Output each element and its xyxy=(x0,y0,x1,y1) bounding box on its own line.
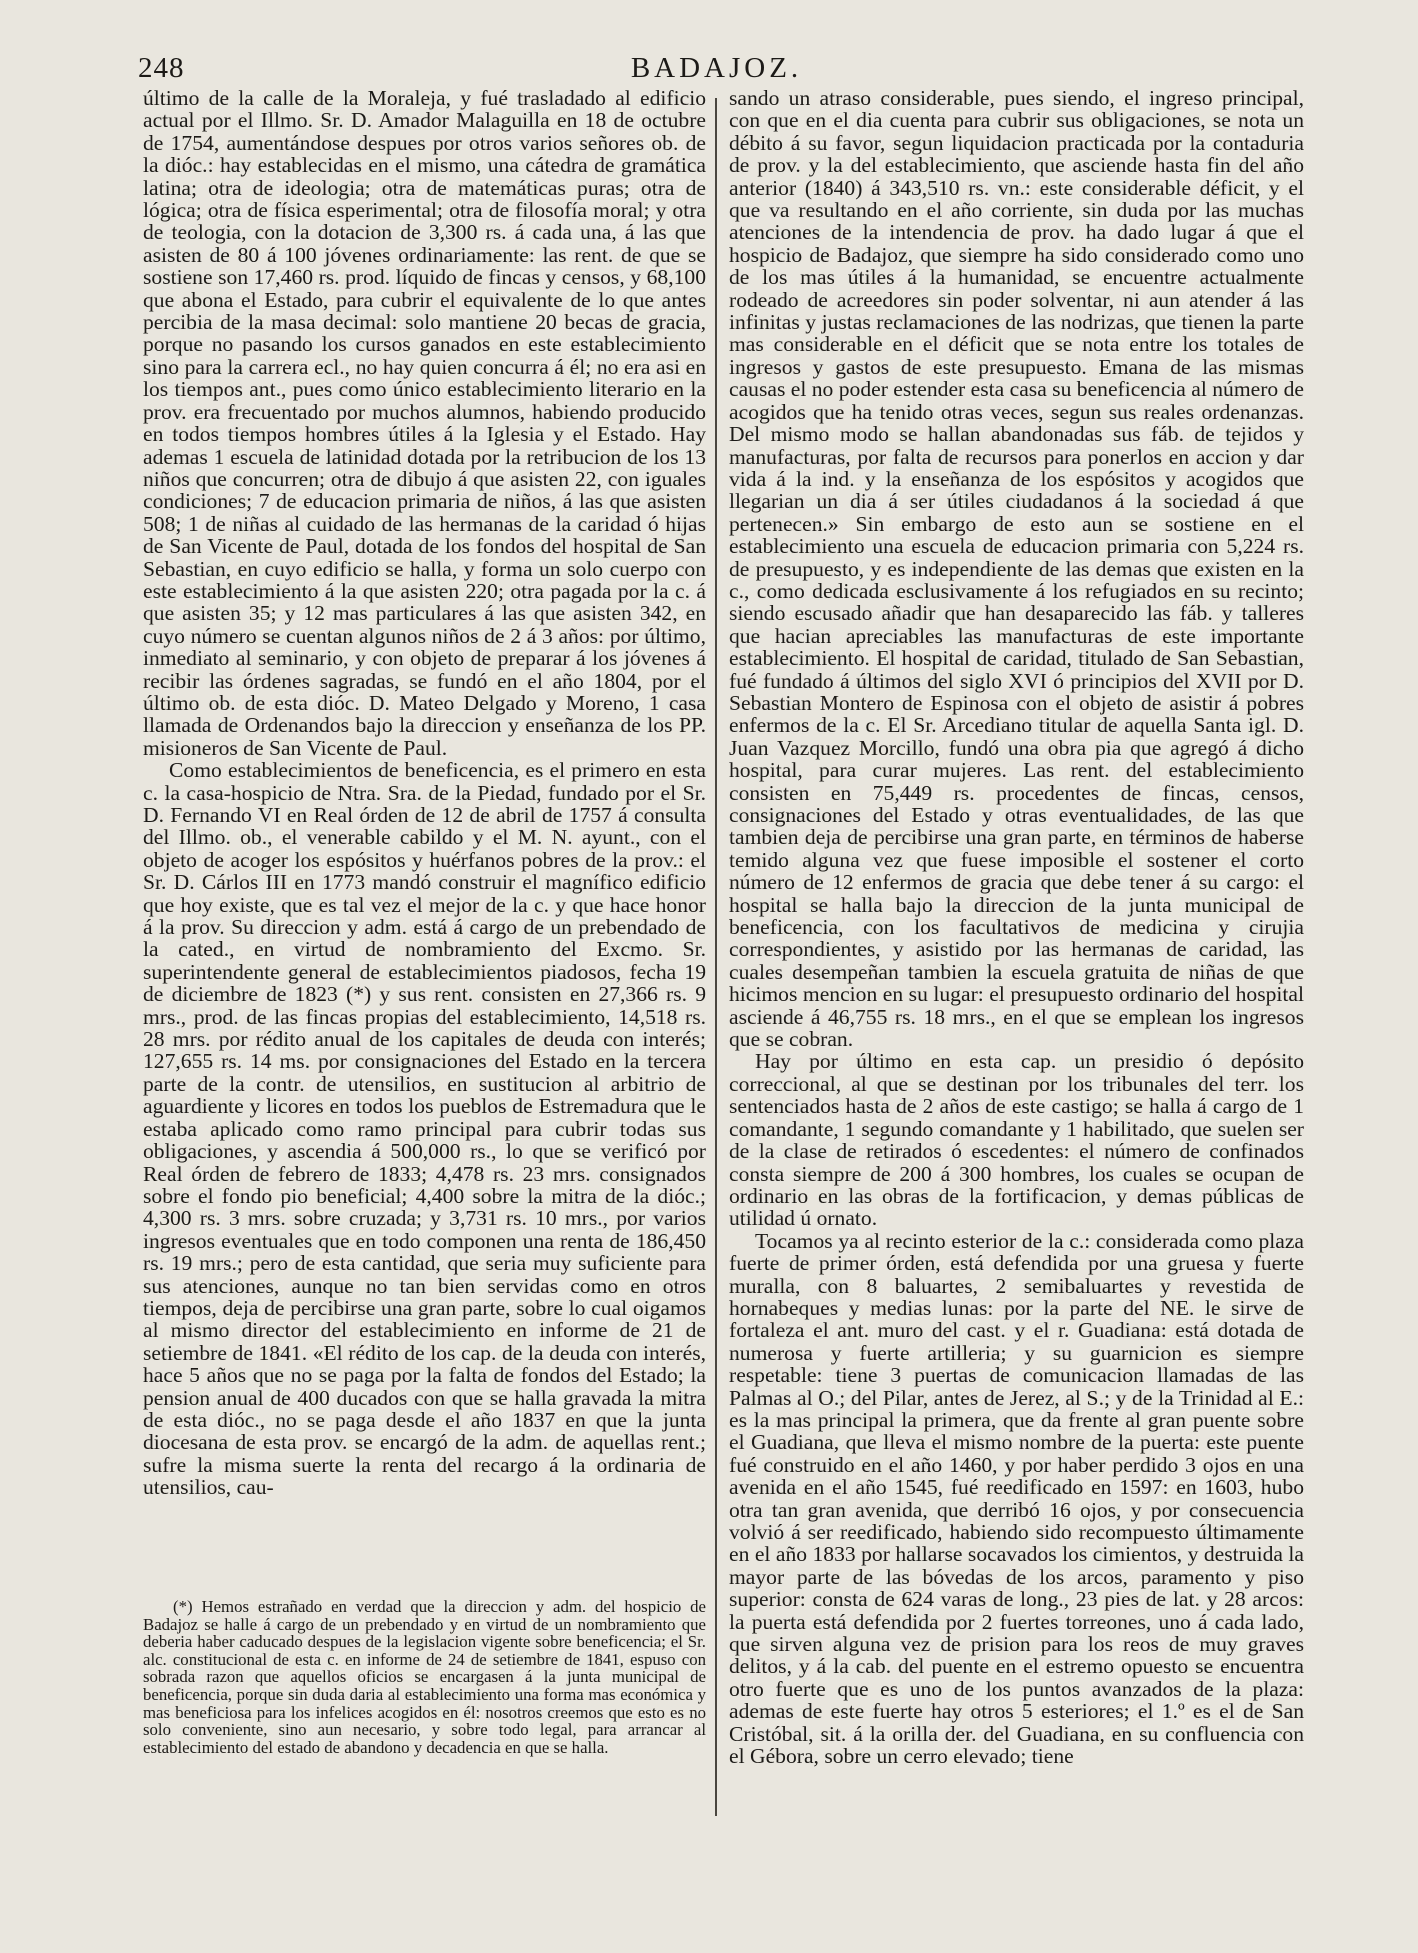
right-column xyxy=(729,87,1304,1767)
right-paragraph-2: Hay por último en esta cap. un presidio ó depósito correccional, al que se destinan por los tribunales del terr. los sentenciados hasta de 2 años de este castigo; se halla á cargo de 1 comandante, 1 segundo comandante y 1 habilitado, que suelen ser de la clase de retirados ó escedentes: el número de confinados consta siempre de 200 á 300 hombres, los cuales se ocupan de ordinario en las obras de la fortificacion, y demas públicas de utilidad ú ornato. xyxy=(729,1049,1304,1231)
left-column xyxy=(143,87,706,1499)
right-paragraph-1: sando un atraso considerable, pues siendo, el ingreso principal, con que en el dia cuenta para cubrir sus obligaciones, se nota un débito á su favor, segun liquidacion practicada por la contaduria de prov. y la del establecimiento, que asciende hasta fin del año anterior (1840) á 343,510 rs. vn.: este considerable déficit, y el que va resultando en el año corriente, sin duda por las muchas atenciones de la intendencia de prov. ha dado lugar á que el hospicio de Badajoz, que siempre ha sido considerado como uno de los mas útiles á la humanidad, se encuentre actualmente rodeado de acreedores sin poder solventar, ni aun atender á las infinitas y justas reclamaciones de las nodrizas, que tienen la parte mas considerable en el déficit que se nota entre los totales de ingresos y gastos de este presupuesto. Emana de las mismas causas el no poder estender esta casa su beneficencia al número de acogidos que ha tenido otras veces, segun sus reales ordenanzas. Del mismo modo se hallan abandonadas sus fáb. de tejidos y manufacturas, por falta de recursos para ponerlos en accion y dar vida á la ind. y la enseñanza de los espósitos y acogidos que llegarian un dia á ser útiles ciudadanos á la sociedad á que pertenecen.» Sin embargo de esto aun se sostiene en el establecimiento una escuela de educacion primaria con 5,224 rs. de presupuesto, y es independiente de las demas que existen en la c., como dedicada esclusivamente á los refugiados en su recinto; siendo escusado añadir que han desaparecido las fáb. y talleres que hacian apreciables las manufacturas de este importante establecimiento. El hospital de caridad, titulado de San Sebastian, fué fundado á últimos del siglo XVI ó principios del XVII por D. Sebastian Montero de Espinosa con el objeto de asistir á pobres enfermos de la c. El Sr. Arcediano titular de aquella Santa igl. D. Juan Vazquez Morcillo, fundó una obra pia que agregó á dicho hospital, para curar mujeres. Las rent. del establecimiento consisten en 75,449 rs. procedentes de fincas, censos, consignaciones del Estado y otras eventualidades, de las que tambien deja de percibirse una gran parte, en términos de haberse temido alguna vez que fuese imposible el sostener el corto número de 12 enfermos de gracia que debe tener á su cargo: el hospital se halla bajo la direccion de la junta municipal de beneficencia, con los facultativos de medicina y cirujia correspondientes, y asistido por las hermanas de caridad, las cuales desempeñan tambien la escuela gratuita de niñas de que hicimos mencion en su lugar: el presupuesto ordinario del hospital asciende á 46,755 rs. 18 mrs., en el que se emplean los ingresos que se cobran. xyxy=(729,86,1304,1052)
running-head: BADAJOZ. xyxy=(630,52,803,84)
footnote-text: (*) Hemos estrañado en verdad que la direccion y adm. del hospicio de Badajoz se halle á cargo de un prebendado y en virtud de un nombramiento que deberia haber caducado despues de la legislacion vigente sobre beneficencia; el Sr. alc. constitucional de esta c. en informe de 24 de setiembre de 1841, espuso con sobrada razon que aquellos oficios se encargasen á la junta municipal de beneficencia, porque sin duda daria al establecimiento una forma mas económica y mas beneficiosa para los infelices acogidos en él: nosotros creemos que esto es no solo conveniente, sino aun necesario, y sobre todo legal, para arrancar al establecimiento del estado de abandono y decadencia en que se halla. xyxy=(143,1597,706,1757)
left-paragraph-1: último de la calle de la Moraleja, y fué trasladado al edificio actual por el Illmo. Sr. D. Amador Malaguilla en 18 de octubre de 1754, aumentándose despues por otros varios señores ob. de la dióc.: hay establecidas en el mismo, una cátedra de gramática latina; otra de ideologia; otra de matemáticas puras; otra de lógica; otra de física esperimental; otra de filosofía moral; y otra de teologia, con la dotacion de 3,300 rs. á cada una, á las que asisten de 80 á 100 jóvenes ordinariamente: las rent. de que se sostiene son 17,460 rs. prod. líquido de fincas y censos, y 68,100 que abona el Estado, para cubrir el equivalente de lo que antes percibia de la masa decimal: solo mantiene 20 becas de gracia, porque no pasando los cursos ganados en este establecimiento sino para la carrera ecl., no hay quien concurra á él; no era asi en los tiempos ant., pues como único establecimiento literario en la prov. era frecuentado por muchos alumnos, habiendo producido en todos tiempos hombres útiles á la Iglesia y el Estado. Hay ademas 1 escuela de latinidad dotada por la retribucion de los 13 niños que concurren; otra de dibujo á que asisten 22, con iguales condiciones; 7 de educacion primaria de niños, á las que asisten 508; 1 de niñas al cuidado de las hermanas de la caridad ó hijas de San Vicente de Paul, dotada de los fondos del hospital de San Sebastian, en cuyo edificio se halla, y forma un solo cuerpo con este establecimiento á la que asisten 220; otra pagada por la c. á que asisten 35; y 12 mas particulares á las que asisten 342, en cuyo número se cuentan algunos niños de 2 á 3 años: por último, inmediato al seminario, y con objeto de preparar á los jóvenes á recibir las órdenes sagradas, se fundó en el año 1804, por el último ob. de esta dióc. D. Mateo Delgado y Moreno, 1 casa llamada de Ordenandos bajo la direccion y enseñanza de los PP. misioneros de San Vicente de Paul. xyxy=(143,86,706,760)
right-paragraph-3: Tocamos ya al recinto esterior de la c.: considerada como plaza fuerte de primer órden, está defendida por una gruesa y fuerte muralla, con 8 baluartes, 2 semibaluartes y revestida de hornabeques y medias lunas: por la parte del NE. le sirve de fortaleza el ant. muro del cast. y el r. Guadiana: está dotada de numerosa y fuerte artilleria; y su guarnicion es siempre respetable: tiene 3 puertas de comunicacion llamadas de las Palmas al O.; del Pilar, antes de Jerez, al S.; y de la Trinidad al E.: es la mas principal la primera, que da frente al gran puente sobre el Guadiana, que lleva el mismo nombre de la puerta: este puente fué construido en el año 1460, y por haber perdido 3 ojos en una avenida en el año 1545, fué reedificado en 1597: en 1603, hubo otra tan gran avenida, que derribó 16 ojos, y por consecuencia volvió á ser reedificado, habiendo sido recompuesto últimamente en el año 1833 por hallarse socavados los cimientos, y destruida la mayor parte de las bóvedas de los arcos, paramento y piso superior: consta de 624 varas de long., 23 pies de lat. y 28 arcos: la puerta está defendida por 2 fuertes torreones, uno á cada lado, que sirven alguna vez de prision para los reos de muy graves delitos, y á la cab. del puente en el estremo opuesto se encuentra otro fuerte que es uno de los puntos avanzados de la plaza: ademas de este fuerte hay otros 5 esteriores; el 1.º es el de San Cristóbal, sit. á la orilla der. del Guadiana, en su confluencia con el Gébora, sobre un cerro elevado; tiene xyxy=(729,1228,1304,1769)
page-number: 248 xyxy=(138,52,185,84)
column-divider xyxy=(715,98,717,1816)
footnote xyxy=(143,1598,706,1756)
left-paragraph-2: Como establecimientos de beneficencia, es el primero en esta c. la casa-hospicio de Ntra. Sra. de la Piedad, fundado por el Sr. D. Fernando VI en Real órden de 12 de abril de 1757 á consulta del Illmo. ob., el venerable cabildo y el M. N. ayunt., con el objeto de acoger los espósitos y huérfanos pobres de la prov.: el Sr. D. Cárlos III en 1773 mandó construir el magnífico edificio que hoy existe, que es tal vez el mejor de la c. y que hace honor á la prov. Su direccion y adm. está á cargo de un prebendado de la cated., en virtud de nombramiento del Excmo. Sr. superintendente general de establecimientos piadosos, fecha 19 de diciembre de 1823 (*) y sus rent. consisten en 27,366 rs. 9 mrs., prod. de las fincas propias del establecimiento, 14,518 rs. 28 mrs. por rédito anual de los capitales de deuda con interés; 127,655 rs. 14 ms. por consignaciones del Estado en la tercera parte de la contr. de utensilios, en sustitucion al arbitrio de aguardiente y licores en todos los pueblos de Estremadura que le estaba aplicado como ramo principal para cubrir todas sus obligaciones, y ascendia á 500,000 rs., lo que se verificó por Real órden de febrero de 1833; 4,478 rs. 23 mrs. consignados sobre el fondo pio beneficial; 4,400 sobre la mitra de la dióc.; 4,300 rs. 3 mrs. sobre cruzada; y 3,731 rs. 10 mrs., por varios ingresos eventuales que en todo componen una renta de 186,450 rs. 19 mrs.; pero de esta cantidad, que seria muy suficiente para sus atenciones, aunque no tan bien servidas como en otros tiempos, deja de percibirse una gran parte, sobre lo cual oigamos al mismo director del establecimiento en informe de 21 de setiembre de 1841. «El rédito de los cap. de la deuda con interés, hace 5 años que no se paga por la falta de fondos del Estado; la pension anual de 400 ducados con que se halla gravada la mitra de esta dióc., no se paga desde el año 1837 en que la junta diocesana de esta prov. se encargó de la adm. de aquellas rent.; sufre la misma suerte la renta del recargo á la ordinaria de utensilios, cau- xyxy=(143,758,706,1500)
